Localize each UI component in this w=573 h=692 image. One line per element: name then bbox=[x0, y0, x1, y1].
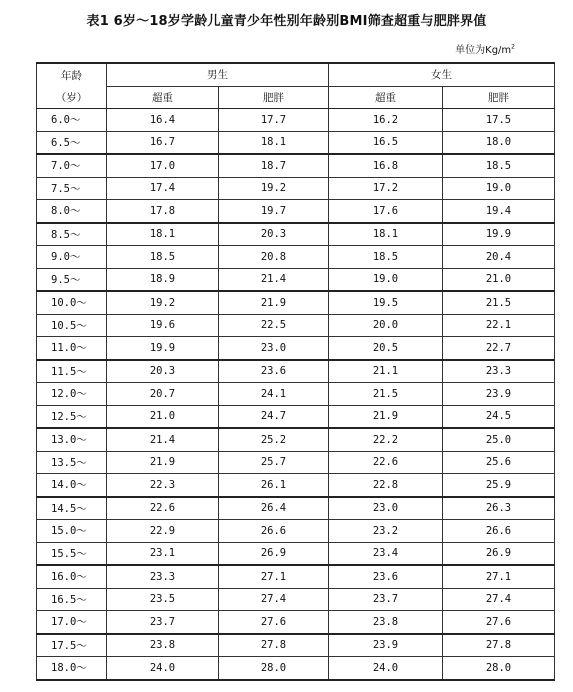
female-obese-cell: 18.5 bbox=[443, 154, 555, 177]
age-cell: 11.0～ bbox=[37, 337, 107, 360]
header-row-sex bbox=[37, 63, 555, 86]
table-row bbox=[37, 588, 555, 611]
table-row bbox=[37, 497, 555, 520]
male-obese-cell: 19.7 bbox=[219, 200, 329, 223]
age-cell: 16.5～ bbox=[37, 588, 107, 611]
male-obese-cell: 26.1 bbox=[219, 474, 329, 497]
table-row bbox=[37, 314, 555, 337]
table-row bbox=[37, 337, 555, 360]
age-cell: 6.0～ bbox=[37, 109, 107, 132]
table-row bbox=[37, 291, 555, 314]
age-cell: 9.5～ bbox=[37, 268, 107, 291]
female-overweight-cell: 23.2 bbox=[329, 520, 443, 543]
male-obese-cell: 21.9 bbox=[219, 291, 329, 314]
table-row bbox=[37, 131, 555, 154]
table-row bbox=[37, 428, 555, 451]
table-row bbox=[37, 360, 555, 383]
male-obese-cell: 27.8 bbox=[219, 634, 329, 657]
female-overweight-cell: 23.8 bbox=[329, 611, 443, 634]
female-obese-cell: 21.0 bbox=[443, 268, 555, 291]
age-cell: 17.0～ bbox=[37, 611, 107, 634]
female-overweight-cell: 23.4 bbox=[329, 542, 443, 565]
male-overweight-header: 超重 bbox=[107, 86, 219, 109]
male-overweight-cell: 23.1 bbox=[107, 542, 219, 565]
table-row bbox=[37, 154, 555, 177]
table-row bbox=[37, 268, 555, 291]
female-overweight-cell: 22.8 bbox=[329, 474, 443, 497]
male-overweight-cell: 20.7 bbox=[107, 383, 219, 406]
female-overweight-cell: 17.6 bbox=[329, 200, 443, 223]
male-obese-cell: 24.7 bbox=[219, 405, 329, 428]
male-obese-cell: 27.4 bbox=[219, 588, 329, 611]
table-row bbox=[37, 383, 555, 406]
male-overweight-cell: 17.4 bbox=[107, 177, 219, 200]
age-cell: 13.0～ bbox=[37, 428, 107, 451]
age-cell: 11.5～ bbox=[37, 360, 107, 383]
male-obese-cell: 26.6 bbox=[219, 520, 329, 543]
age-cell: 17.5～ bbox=[37, 634, 107, 657]
male-overweight-cell: 20.3 bbox=[107, 360, 219, 383]
bmi-table bbox=[36, 62, 555, 681]
female-overweight-cell: 23.9 bbox=[329, 634, 443, 657]
male-obese-cell: 24.1 bbox=[219, 383, 329, 406]
female-obese-cell: 22.1 bbox=[443, 314, 555, 337]
table-row bbox=[37, 542, 555, 565]
female-obese-cell: 28.0 bbox=[443, 657, 555, 680]
male-overweight-cell: 17.0 bbox=[107, 154, 219, 177]
female-overweight-cell: 22.6 bbox=[329, 451, 443, 474]
male-obese-cell: 27.1 bbox=[219, 565, 329, 588]
table-body bbox=[37, 109, 555, 680]
female-overweight-cell: 24.0 bbox=[329, 657, 443, 680]
male-obese-cell: 23.6 bbox=[219, 360, 329, 383]
age-cell: 16.0～ bbox=[37, 565, 107, 588]
male-overweight-cell: 19.2 bbox=[107, 291, 219, 314]
age-cell: 15.5～ bbox=[37, 542, 107, 565]
male-overweight-cell: 22.9 bbox=[107, 520, 219, 543]
female-obese-cell: 27.8 bbox=[443, 634, 555, 657]
female-obese-cell: 17.5 bbox=[443, 109, 555, 132]
female-overweight-cell: 18.1 bbox=[329, 223, 443, 246]
male-obese-cell: 20.3 bbox=[219, 223, 329, 246]
male-obese-cell: 27.6 bbox=[219, 611, 329, 634]
female-overweight-cell: 20.5 bbox=[329, 337, 443, 360]
female-obese-cell: 24.5 bbox=[443, 405, 555, 428]
male-overweight-cell: 21.9 bbox=[107, 451, 219, 474]
table-row bbox=[37, 200, 555, 223]
age-cell: 12.0～ bbox=[37, 383, 107, 406]
female-obese-cell: 27.6 bbox=[443, 611, 555, 634]
table-row bbox=[37, 177, 555, 200]
age-cell: 6.5～ bbox=[37, 131, 107, 154]
table-row bbox=[37, 657, 555, 680]
female-overweight-cell: 19.5 bbox=[329, 291, 443, 314]
age-cell: 13.5～ bbox=[37, 451, 107, 474]
male-overweight-cell: 17.8 bbox=[107, 200, 219, 223]
female-overweight-cell: 23.7 bbox=[329, 588, 443, 611]
male-obese-cell: 22.5 bbox=[219, 314, 329, 337]
female-overweight-cell: 22.2 bbox=[329, 428, 443, 451]
female-overweight-cell: 23.6 bbox=[329, 565, 443, 588]
female-overweight-cell: 21.5 bbox=[329, 383, 443, 406]
female-obese-cell: 26.3 bbox=[443, 497, 555, 520]
table-row bbox=[37, 565, 555, 588]
table-row bbox=[37, 634, 555, 657]
female-obese-cell: 23.3 bbox=[443, 360, 555, 383]
female-overweight-cell: 20.0 bbox=[329, 314, 443, 337]
female-obese-cell: 21.5 bbox=[443, 291, 555, 314]
male-overweight-cell: 19.6 bbox=[107, 314, 219, 337]
male-obese-cell: 26.4 bbox=[219, 497, 329, 520]
male-overweight-cell: 21.4 bbox=[107, 428, 219, 451]
female-overweight-cell: 19.0 bbox=[329, 268, 443, 291]
female-obese-cell: 26.6 bbox=[443, 520, 555, 543]
female-obese-cell: 19.4 bbox=[443, 200, 555, 223]
male-overweight-cell: 18.9 bbox=[107, 268, 219, 291]
male-obese-header: 肥胖 bbox=[219, 86, 329, 109]
female-obese-cell: 25.6 bbox=[443, 451, 555, 474]
female-obese-cell: 23.9 bbox=[443, 383, 555, 406]
female-overweight-cell: 17.2 bbox=[329, 177, 443, 200]
male-overweight-cell: 24.0 bbox=[107, 657, 219, 680]
female-obese-cell: 19.0 bbox=[443, 177, 555, 200]
age-unit-header: （岁） bbox=[37, 86, 107, 109]
table-row bbox=[37, 611, 555, 634]
male-obese-cell: 21.4 bbox=[219, 268, 329, 291]
male-obese-cell: 17.7 bbox=[219, 109, 329, 132]
age-cell: 10.0～ bbox=[37, 291, 107, 314]
female-overweight-header: 超重 bbox=[329, 86, 443, 109]
unit-text: 单位为Kg/m bbox=[455, 45, 512, 56]
female-overweight-cell: 16.8 bbox=[329, 154, 443, 177]
age-cell: 18.0～ bbox=[37, 657, 107, 680]
table-title: 表1 6岁～18岁学龄儿童青少年性别年龄别BMI筛查超重与肥胖界值 bbox=[86, 14, 487, 29]
female-obese-cell: 27.1 bbox=[443, 565, 555, 588]
male-obese-cell: 25.2 bbox=[219, 428, 329, 451]
male-obese-cell: 18.7 bbox=[219, 154, 329, 177]
male-obese-cell: 18.1 bbox=[219, 131, 329, 154]
age-cell: 14.0～ bbox=[37, 474, 107, 497]
male-overweight-cell: 22.6 bbox=[107, 497, 219, 520]
table-row bbox=[37, 246, 555, 269]
age-cell: 9.0～ bbox=[37, 246, 107, 269]
female-obese-cell: 18.0 bbox=[443, 131, 555, 154]
unit-note bbox=[455, 41, 515, 56]
table-row bbox=[37, 223, 555, 246]
female-overweight-cell: 16.2 bbox=[329, 109, 443, 132]
male-obese-cell: 19.2 bbox=[219, 177, 329, 200]
header-row-category bbox=[37, 86, 555, 109]
male-overweight-cell: 18.1 bbox=[107, 223, 219, 246]
table-row bbox=[37, 520, 555, 543]
male-header: 男生 bbox=[107, 63, 329, 86]
age-cell: 15.0～ bbox=[37, 520, 107, 543]
female-obese-header: 肥胖 bbox=[443, 86, 555, 109]
female-obese-cell: 22.7 bbox=[443, 337, 555, 360]
male-overweight-cell: 18.5 bbox=[107, 246, 219, 269]
age-cell: 8.5～ bbox=[37, 223, 107, 246]
male-overweight-cell: 21.0 bbox=[107, 405, 219, 428]
age-cell: 10.5～ bbox=[37, 314, 107, 337]
male-overweight-cell: 16.7 bbox=[107, 131, 219, 154]
male-overweight-cell: 22.3 bbox=[107, 474, 219, 497]
age-cell: 14.5～ bbox=[37, 497, 107, 520]
female-overweight-cell: 21.9 bbox=[329, 405, 443, 428]
age-cell: 8.0～ bbox=[37, 200, 107, 223]
female-header: 女生 bbox=[329, 63, 555, 86]
table-row bbox=[37, 405, 555, 428]
female-obese-cell: 27.4 bbox=[443, 588, 555, 611]
female-obese-cell: 20.4 bbox=[443, 246, 555, 269]
male-obese-cell: 20.8 bbox=[219, 246, 329, 269]
female-obese-cell: 25.9 bbox=[443, 474, 555, 497]
male-overweight-cell: 23.8 bbox=[107, 634, 219, 657]
male-overweight-cell: 23.5 bbox=[107, 588, 219, 611]
female-overweight-cell: 16.5 bbox=[329, 131, 443, 154]
age-cell: 7.0～ bbox=[37, 154, 107, 177]
female-overweight-cell: 23.0 bbox=[329, 497, 443, 520]
male-overweight-cell: 23.3 bbox=[107, 565, 219, 588]
female-obese-cell: 25.0 bbox=[443, 428, 555, 451]
male-overweight-cell: 19.9 bbox=[107, 337, 219, 360]
male-obese-cell: 28.0 bbox=[219, 657, 329, 680]
female-obese-cell: 19.9 bbox=[443, 223, 555, 246]
male-overweight-cell: 23.7 bbox=[107, 611, 219, 634]
age-cell: 12.5～ bbox=[37, 405, 107, 428]
male-obese-cell: 23.0 bbox=[219, 337, 329, 360]
table-row bbox=[37, 451, 555, 474]
female-overweight-cell: 21.1 bbox=[329, 360, 443, 383]
male-obese-cell: 26.9 bbox=[219, 542, 329, 565]
table-row bbox=[37, 109, 555, 132]
table-row bbox=[37, 474, 555, 497]
age-header: 年龄 bbox=[37, 63, 107, 86]
male-overweight-cell: 16.4 bbox=[107, 109, 219, 132]
age-cell: 7.5～ bbox=[37, 177, 107, 200]
female-overweight-cell: 18.5 bbox=[329, 246, 443, 269]
female-obese-cell: 26.9 bbox=[443, 542, 555, 565]
male-obese-cell: 25.7 bbox=[219, 451, 329, 474]
unit-superscript: 2 bbox=[511, 43, 515, 51]
